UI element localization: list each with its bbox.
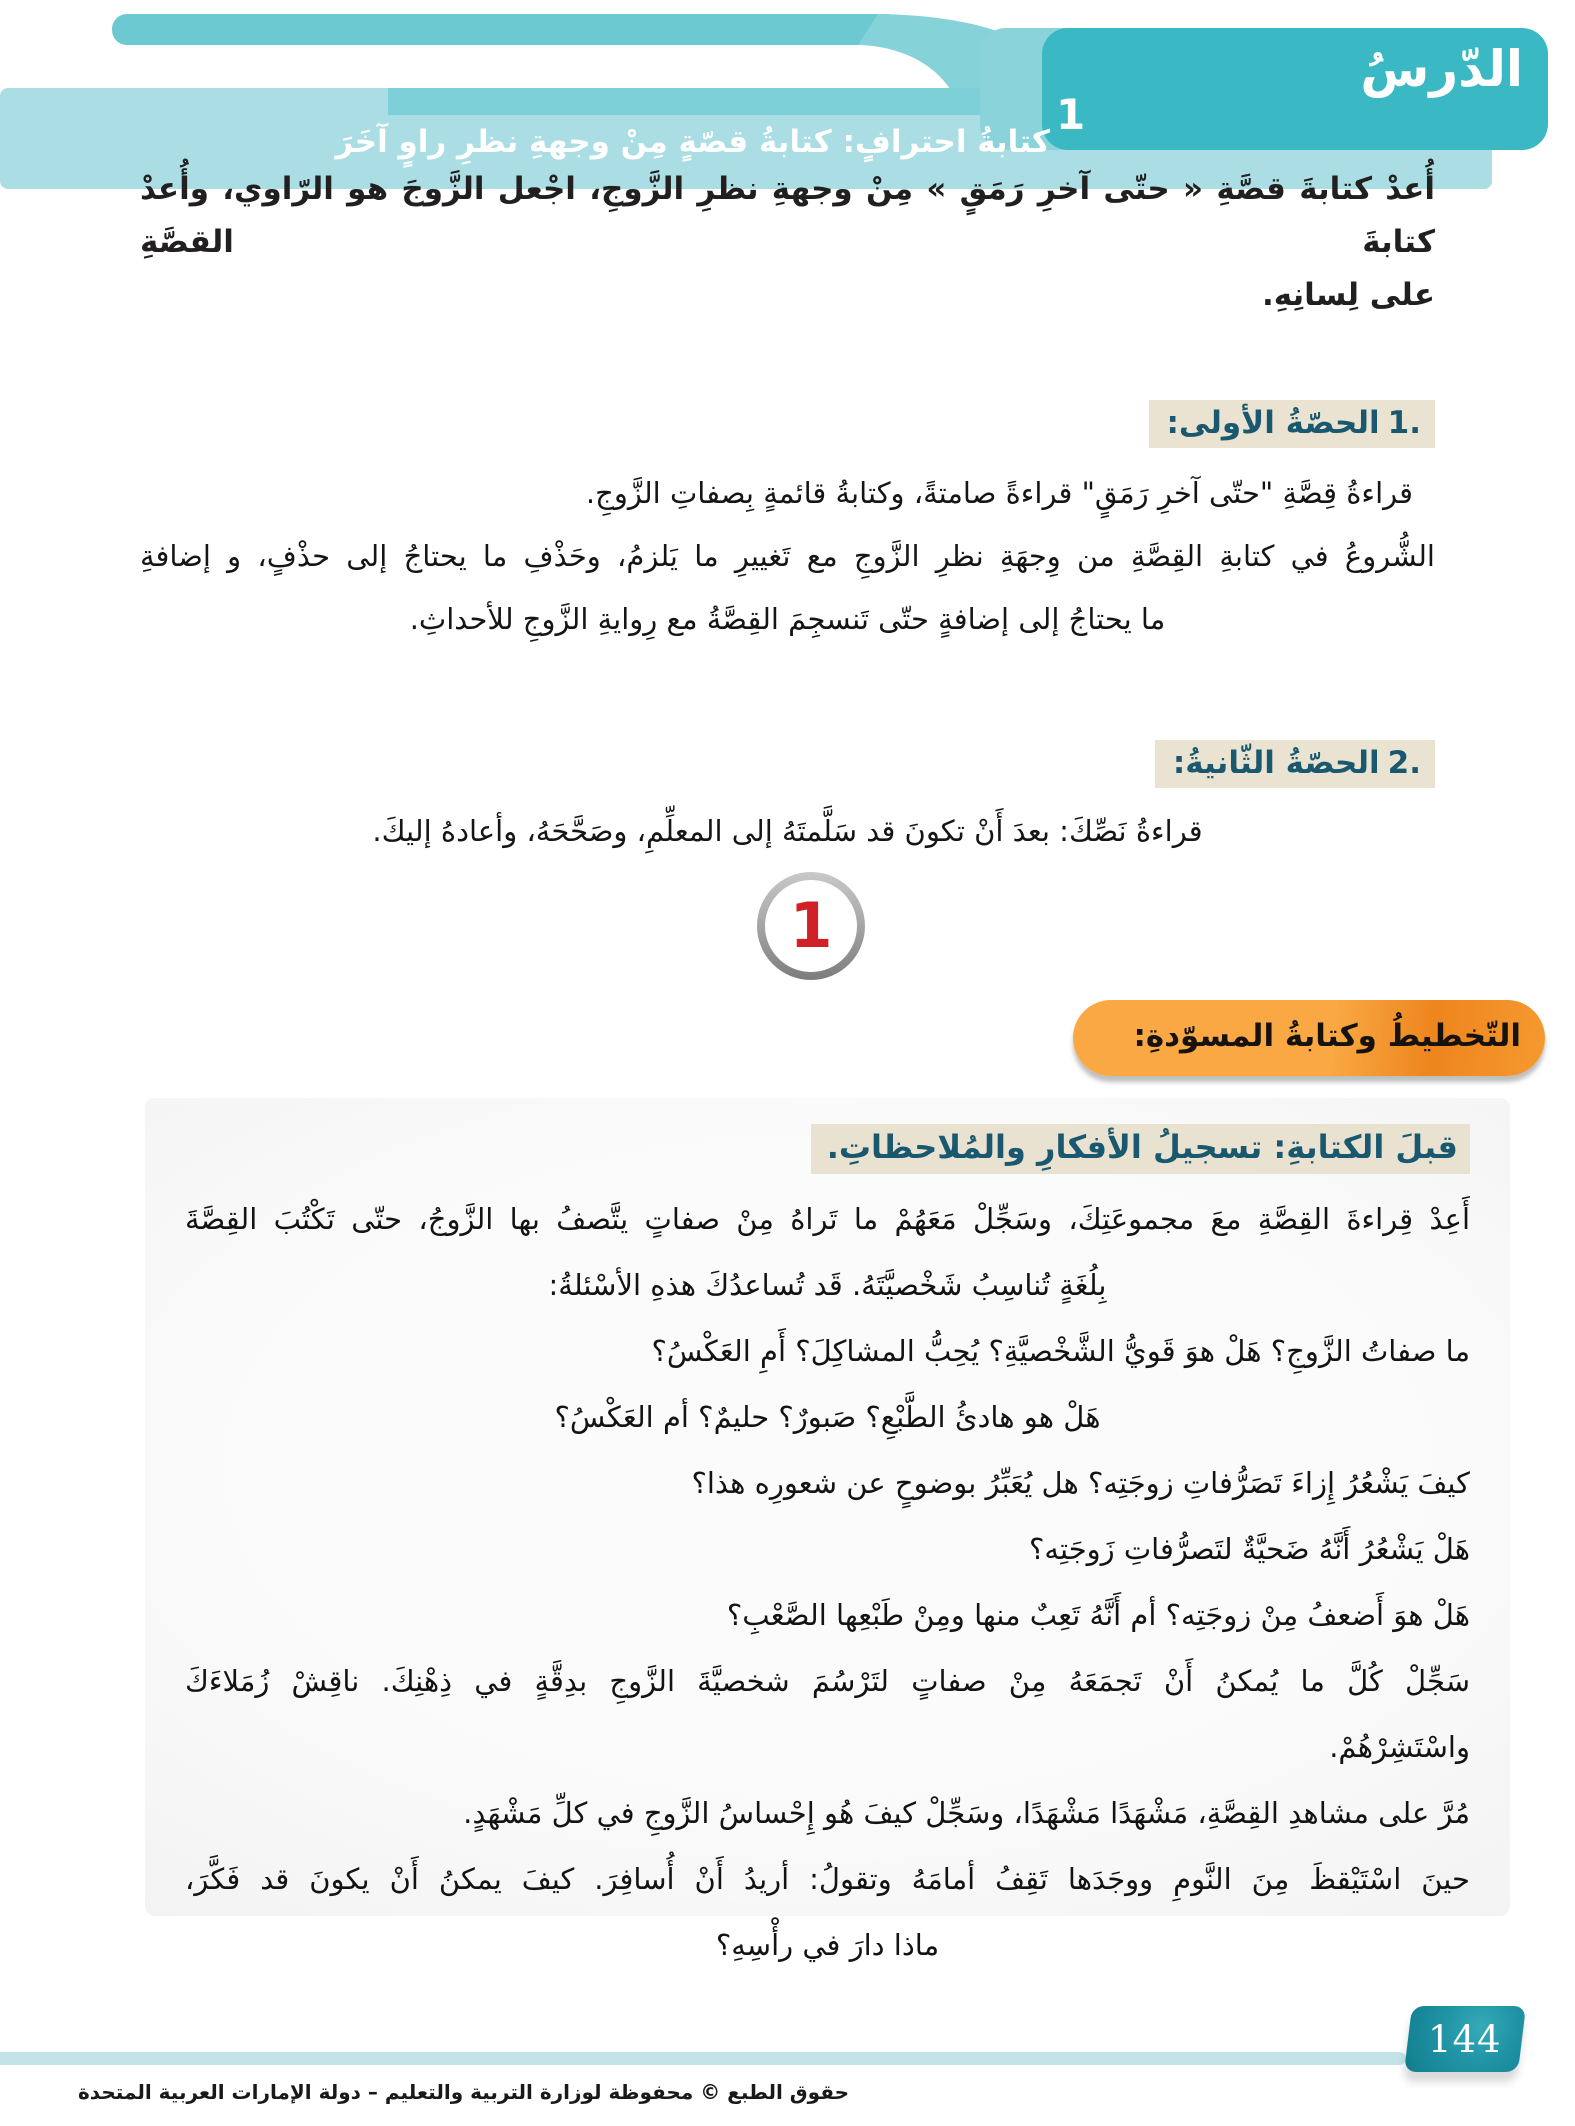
header-top-strip (112, 14, 902, 45)
session1-line: الشُّروعُ في كتابةِ القِصَّةِ من وِجهَةِ نظرِ الزَّوجِ مع تَغييرِ ما يَلزمُ، وحَذْفِ ما يحتاجُ إلى حذْفٍ، و إضافةِ (140, 539, 1435, 573)
worksheet-line: سَجِّلْ كُلَّ ما يُمكنُ أَنْ تَجمَعَهُ مِنْ صفاتٍ لتَرْسُمَ شخصيَّةَ الزَّوجِ بدِقَّةٍ في ذِهْنِكَ. ناقِشْ زُمَلاءَكَ (185, 1664, 1470, 1698)
planning-banner (1073, 1000, 1545, 1076)
session2-title: الحصّةُ الثّانيةُ: (1172, 745, 1380, 781)
lesson-number: 1 (1056, 90, 1086, 139)
copyright-notice: حقوق الطبع © محفوظة لوزارة التربية والتعليم – دولة الإمارات العربية المتحدة (78, 2080, 850, 2104)
step-number-circle (757, 872, 865, 980)
worksheet-line: هَلْ هوَ أَضعفُ مِنْ زوجَتِه؟ أم أَنَّهُ تَعِبٌ منها ومِنْ طَبْعِها الصَّعْبِ؟ (726, 1598, 1470, 1632)
session2-number: 2. (1387, 745, 1421, 781)
worksheet-line: ما صفاتُ الزَّوجِ؟ هَلْ هوَ قَويُّ الشَّخْصيَّةِ؟ يُحِبُّ المشاكِلَ؟ أَمِ العَكْسُ؟ (651, 1334, 1470, 1368)
instruction-line-2: على لِسانِهِ. (1261, 277, 1435, 313)
planning-banner-label: التّخطيطُ وكتابةُ المسوّدةِ: (1133, 1018, 1521, 1054)
session1-heading (1149, 400, 1435, 448)
instruction-line-1: أُعدْ كتابةَ قصَّةِ « حتّى آخرِ رَمَقٍ » مِنْ وجهةِ نظرِ الزَّوجِ، اجْعل الزَّوجَ هو الرّاوي، وأُعدْ كتابةَ القصَّةِ (140, 171, 1435, 260)
worksheet-line: أَعِدْ قِراءةَ القِصَّةِ معَ مجموعَتِكَ، وسَجِّلْ مَعَهُمْ ما تَراهُ مِنْ صفاتٍ يتَّصفُ بها الزَّوجُ، حتّى تَكْتُبَ القِصَّةَ (185, 1202, 1470, 1236)
lesson-word: الدّرسُ (1360, 40, 1523, 98)
step-number: 1 (789, 889, 833, 962)
session1-heading-row (1149, 400, 1435, 448)
footer-rule (0, 2052, 1406, 2065)
step-number-circle-inner (765, 880, 857, 972)
session1-line: قراءةُ قِصَّةِ "حتّى آخرِ رَمَقٍ" قراءةً صامتةً، وكتابةُ قائمةٍ بِصفاتِ الزَّوجِ. (585, 476, 1413, 510)
page-number: 144 (1428, 2017, 1502, 2061)
worksheet-box (145, 1098, 1510, 1962)
session1-number: 1. (1387, 405, 1421, 441)
session1-body (140, 462, 1435, 651)
session1-title: الحصّةُ الأولى: (1166, 405, 1380, 441)
page-number-badge (1404, 2006, 1526, 2072)
worksheet-line: بِلُغَةٍ تُناسِبُ شَخْصيَّتَهُ. قَد تُساعدُكَ هذهِ الأسْئلةُ: (548, 1268, 1107, 1302)
worksheet-line: حينَ اسْتَيْقظَ مِنَ النَّومِ ووجَدَها تَقِفُ أمامَهُ وتقولُ: أريدُ أَنْ أُسافِرَ. كيفَ يمكنُ أَنْ يكونَ قد فَكَّرَ، (185, 1862, 1470, 1896)
main-instruction (140, 163, 1435, 322)
worksheet-line: هَلْ هو هادئُ الطَّبْعِ؟ صَبورٌ؟ حليمٌ؟ أم العَكْسُ؟ (554, 1400, 1101, 1434)
worksheet-line: واسْتَشِرْهُمْ. (1329, 1730, 1470, 1764)
session2-heading-row (1155, 740, 1435, 788)
worksheet-heading-row (185, 1124, 1470, 1174)
worksheet-line: ماذا دارَ في رأْسِهِ؟ (715, 1928, 940, 1962)
worksheet-line: هَلْ يَشْعُرُ أَنَّهُ ضَحيَّةٌ لتَصرُّفاتِ زَوجَتِه؟ (1029, 1532, 1470, 1566)
session2-body (140, 800, 1435, 863)
worksheet-line: مُرَّ على مشاهدِ القِصَّةِ، مَشْهَدًا مَشْهَدًا، وسَجِّلْ كيفَ هُو إِحْساسُ الزَّوجِ في كلِّ مَشْهَدٍ. (463, 1796, 1470, 1830)
worksheet-line: كيفَ يَشْعُرُ إِزاءَ تَصَرُّفاتِ زوجَتِه؟ هل يُعَبِّرُ بوضوحٍ عن شعورِه هذا؟ (691, 1466, 1470, 1500)
session2-line: قراءةُ نَصِّكَ: بعدَ أَنْ تكونَ قد سَلَّمتَهُ إلى المعلِّمِ، وصَحَّحَهُ، وأعادهُ إليكَ. (372, 814, 1203, 848)
worksheet-heading: قبلَ الكتابةِ: تسجيلُ الأفكارِ والمُلاحظاتِ. (811, 1124, 1470, 1174)
session2-heading (1155, 740, 1435, 788)
lesson-subtitle: كتابةُ احترافٍ: كتابةُ قصّةٍ مِنْ وجهةِ نظرِ راوٍ آخَرَ (335, 124, 1050, 160)
session1-line: ما يحتاجُ إلى إضافةٍ حتّى تَنسجِمَ القِصَّةُ مع رِوايةِ الزَّوجِ للأحداثِ. (409, 602, 1166, 636)
